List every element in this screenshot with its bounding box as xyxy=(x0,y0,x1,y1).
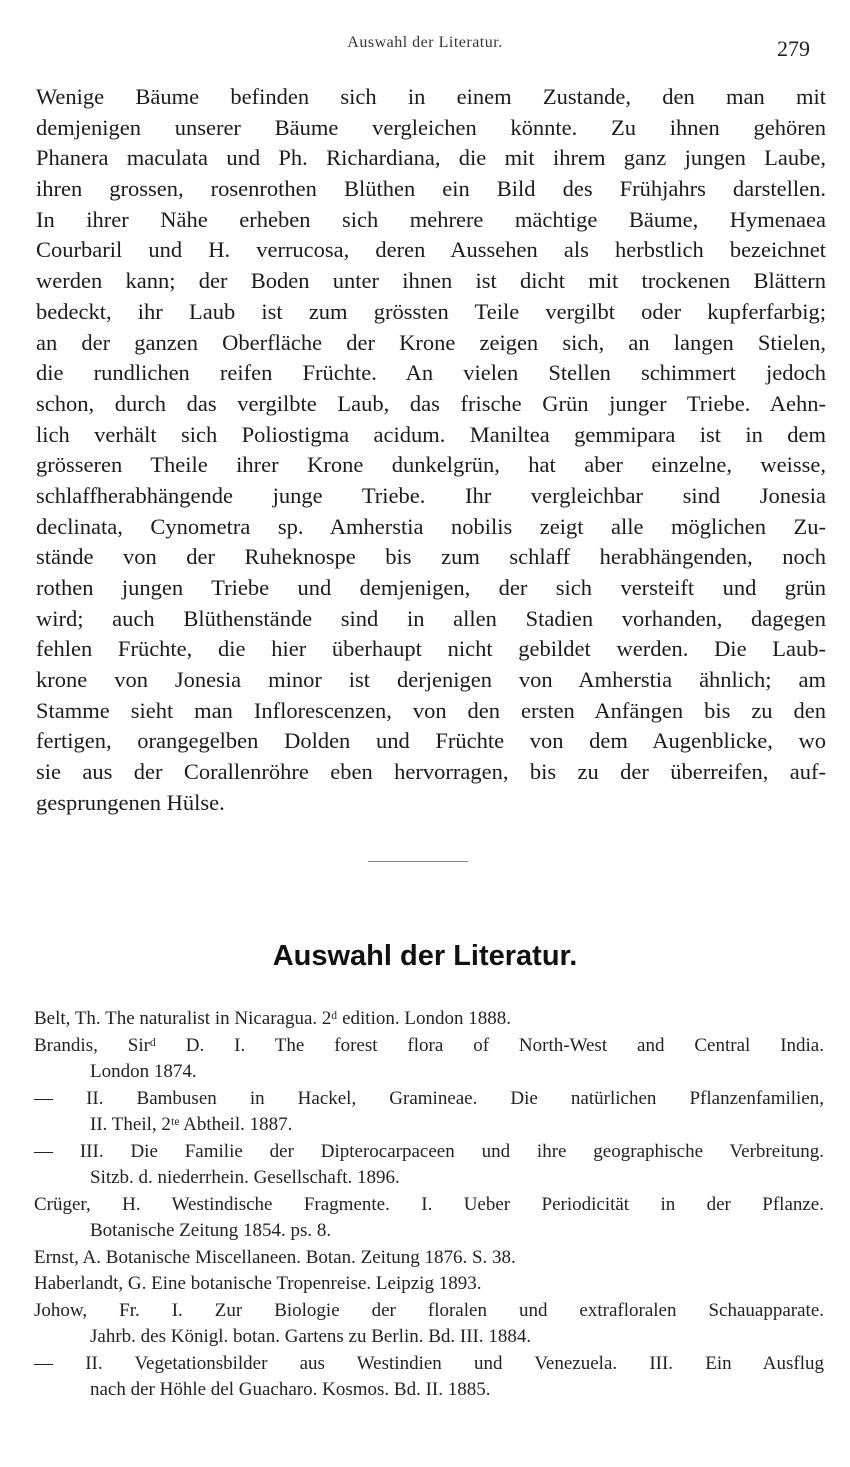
paragraph-line: schon, durch das vergilbte Laub, das frische Grün junger Triebe. Aehn- xyxy=(36,390,826,416)
reference-line: Belt, Th. The naturalist in Nicaragua. 2ᵈ edition. London 1888. xyxy=(34,1008,511,1029)
paragraph-line: stände von der Ruheknospe bis zum schlaff herabhängenden, noch xyxy=(36,544,826,570)
reference-entry xyxy=(34,1192,824,1245)
section-heading: Auswahl der Literatur. xyxy=(272,940,578,972)
paragraph-line: rothen jungen Triebe und demjenigen, der sich versteift und grün xyxy=(36,575,826,600)
paragraph-line: lich verhält sich Poliostigma acidum. Maniltea gemmipara ist in dem xyxy=(36,421,826,447)
body-paragraph xyxy=(36,82,826,819)
reference-line: Johow, Fr. I. Zur Biologie der floralen und extrafloralen Schauapparate. xyxy=(34,1299,824,1321)
running-head: Auswahl der Literatur. xyxy=(347,34,503,51)
reference-entry xyxy=(34,1271,824,1298)
paragraph-line: grösseren Theile ihrer Krone dunkelgrün, hat aber einzelne, weisse, xyxy=(36,452,826,478)
reference-line: Crüger, H. Westindische Fragmente. I. Ueber Periodicität in der Pflanze. xyxy=(34,1193,824,1215)
reference-line: II. Theil, 2ᵗᵉ Abtheil. 1887. xyxy=(90,1114,293,1135)
paragraph-line: die rundlichen reifen Früchte. An vielen Stellen schimmert jedoch xyxy=(36,360,826,386)
reference-line: — III. Die Familie der Dipterocarpaceen und ihre geographische Verbreitung. xyxy=(34,1140,824,1162)
reference-entry xyxy=(34,1086,824,1139)
paragraph-line: declinata, Cynometra sp. Amherstia nobilis zeigt alle möglichen Zu- xyxy=(36,513,826,539)
paragraph-line: bedeckt, ihr Laub ist zum grössten Teile vergilbt oder kupferfarbig; xyxy=(36,298,826,324)
reference-line: nach der Höhle del Guacharo. Kosmos. Bd. II. 1885. xyxy=(90,1379,491,1400)
page-number: 279 xyxy=(777,36,810,61)
paragraph-line: In ihrer Nähe erheben sich mehrere mächtige Bäume, Hymenaea xyxy=(36,206,826,232)
reference-line: Botanische Zeitung 1854. ps. 8. xyxy=(90,1220,332,1241)
reference-entry xyxy=(34,1006,824,1033)
paragraph-line: Phanera maculata und Ph. Richardiana, die mit ihrem ganz jungen Laube, xyxy=(36,145,826,171)
reference-line: — II. Bambusen in Hackel, Gramineae. Die natürlichen Pflanzenfamilien, xyxy=(34,1087,824,1109)
paragraph-line: wird; auch Blüthenstände sind in allen Stadien vorhanden, dagegen xyxy=(36,605,826,631)
reference-entry xyxy=(34,1298,824,1351)
reference-entry xyxy=(34,1351,824,1404)
reference-line: Brandis, Sirᵈ D. I. The forest flora of North-West and Central India. xyxy=(34,1034,824,1056)
reference-line: London 1874. xyxy=(90,1061,197,1082)
paragraph-line: Courbaril und H. verrucosa, deren Aussehen als herbstlich bezeichnet xyxy=(36,237,826,263)
reference-line: Haberlandt, G. Eine botanische Tropenreise. Leipzig 1893. xyxy=(34,1273,482,1294)
paragraph-line: fertigen, orangegelben Dolden und Früchte von dem Augenblicke, wo xyxy=(36,728,826,754)
reference-list xyxy=(34,1006,824,1404)
reference-line: Sitzb. d. niederrhein. Gesellschaft. 1896. xyxy=(90,1167,400,1188)
paragraph-line: ihren grossen, rosenrothen Blüthen ein Bild des Frühjahrs darstellen. xyxy=(36,176,826,202)
section-divider xyxy=(368,861,468,862)
reference-entry xyxy=(34,1033,824,1086)
reference-line: Jahrb. des Königl. botan. Gartens zu Berlin. Bd. III. 1884. xyxy=(90,1326,532,1347)
reference-line: — II. Vegetationsbilder aus Westindien und Venezuela. III. Ein Ausflug xyxy=(34,1352,824,1374)
paragraph-line: fehlen Früchte, die hier überhaupt nicht gebildet werden. Die Laub- xyxy=(36,636,826,662)
paragraph-line: gesprungenen Hülse. xyxy=(36,789,225,815)
reference-entry xyxy=(34,1139,824,1192)
paragraph-line: werden kann; der Boden unter ihnen ist dicht mit trockenen Blättern xyxy=(36,268,826,294)
paragraph-line: schlaffherabhängende junge Triebe. Ihr vergleichbar sind Jonesia xyxy=(36,482,826,508)
paragraph-line: Stamme sieht man Inflorescenzen, von den ersten Anfängen bis zu den xyxy=(36,697,826,723)
reference-line: Ernst, A. Botanische Miscellaneen. Botan. Zeitung 1876. S. 38. xyxy=(34,1246,516,1268)
paragraph-line: an der ganzen Oberfläche der Krone zeigen sich, an langen Stielen, xyxy=(36,329,826,355)
paragraph-line: Wenige Bäume befinden sich in einem Zustande, den man mit xyxy=(36,84,826,109)
paragraph-line: demjenigen unserer Bäume vergleichen könnte. Zu ihnen gehören xyxy=(36,114,826,140)
paragraph-line: krone von Jonesia minor ist derjenigen von Amherstia ähnlich; am xyxy=(36,667,826,693)
paragraph-line: sie aus der Corallenröhre eben hervorragen, bis zu der überreifen, auf- xyxy=(36,759,826,785)
reference-entry xyxy=(34,1245,824,1272)
